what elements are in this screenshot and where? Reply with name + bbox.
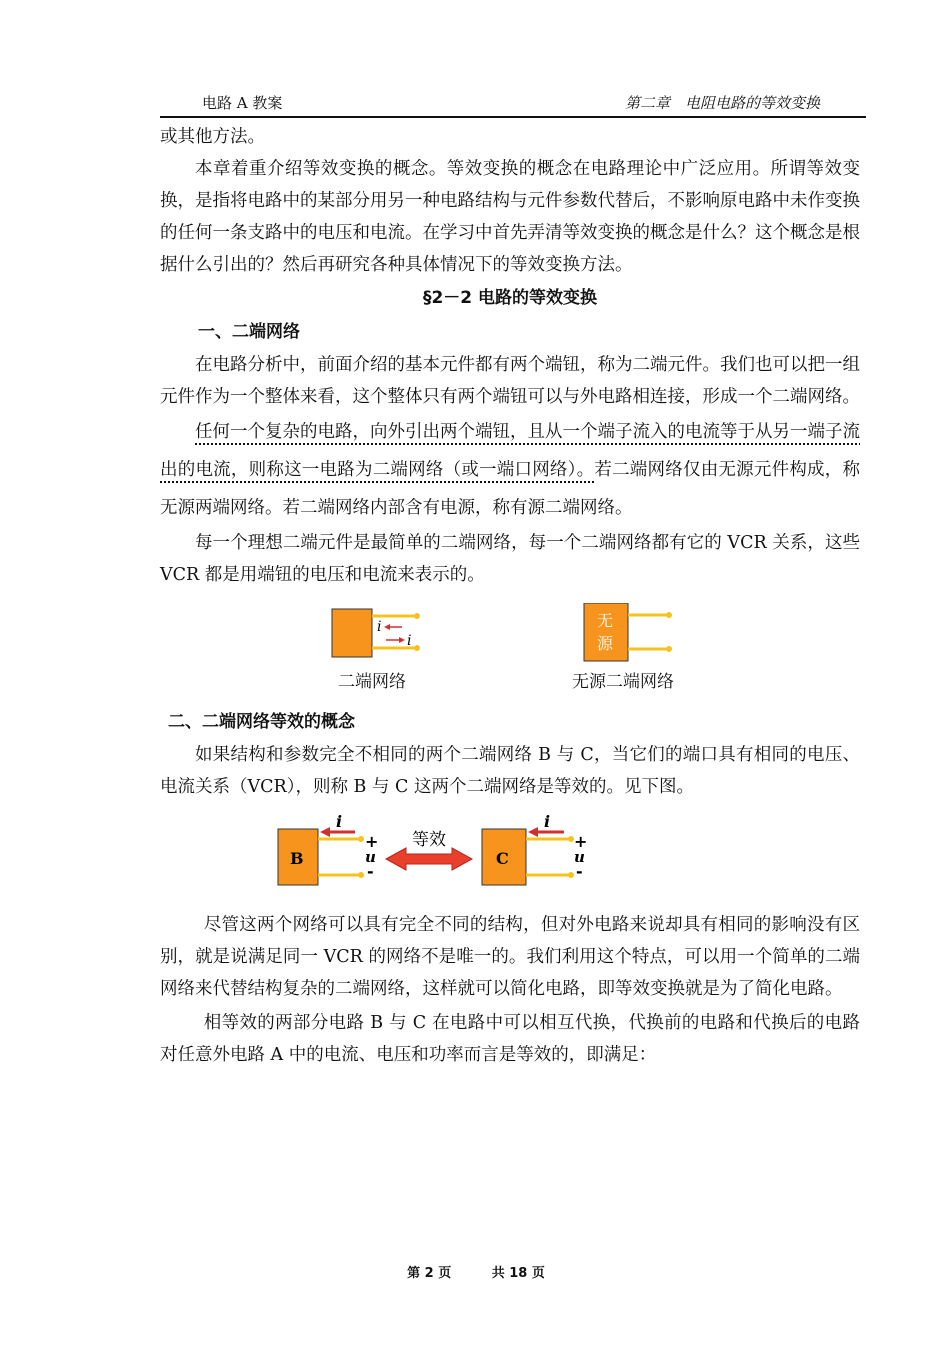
figure-2-diagram: [160, 815, 860, 905]
paragraph-4: 每一个理想二端元件是最简单的二端网络，每一个二端网络都有它的 VCR 关系，这些 VCR 都是用端钮的电压和电流来表示的。: [160, 533, 860, 585]
figure-caption-two-port: 二端网络: [338, 672, 406, 692]
paragraph-7: 相等效的两部分电路 B 与 C 在电路中可以相互代换，代换前的电路和代换后的电路对任意外电路 A 中的电流、电压和功率而言是等效的，即满足：: [160, 1013, 860, 1065]
terminal-node-bottom: [414, 645, 420, 651]
network-c-current-arrowhead: [528, 827, 538, 837]
network-box: [332, 609, 372, 657]
network-b-plus: +: [365, 832, 379, 851]
paragraph-2: 在电路分析中，前面介绍的基本元件都有两个端钮，称为二端元件。我们也可以把一组元件作为一个整体来看，这个整体只有两个端钮可以与外电路相连接，形成一个二端网络。: [160, 355, 860, 407]
network-c-node-bottom: [568, 872, 574, 878]
paragraph-1: 本章着重介绍等效变换的概念。等效变换的概念在电路理论中广泛应用。所谓等效变换，是指将电路中的某部分用另一种电路结构与元件参数代替后，不影响原电路中未作变换的任何一条支路中的电压和电流。在学习中首先弄清等效变换的概念是什么？这个概念是根据什么引出的？然后再研究各种具体情况下的等效变换方法。: [160, 159, 860, 275]
equivalence-label: 等效: [412, 830, 446, 850]
network-c-current-label: i: [544, 815, 551, 831]
figure-caption-passive: 无源二端网络: [572, 672, 674, 692]
paragraph-6: 尽管这两个网络可以具有完全不同的结构，但对外电路来说却具有相同的影响没有区别，就是说满足同一 VCR 的网络不是唯一的。我们利用这个特点，可以用一个简单的二端网络来代替结构复杂的二端网络，这样就可以简化电路，即等效变换就是为了简化电路。: [160, 915, 860, 999]
current-label-out: i: [407, 633, 412, 649]
passive-box-text-top: 无: [597, 611, 614, 630]
header-chapter-title: 第二章 电阻电路的等效变换: [624, 94, 820, 112]
figure-two-port-networks: [160, 595, 860, 705]
page-number: 第 2 页: [407, 1266, 452, 1281]
document-body: [160, 121, 860, 1071]
network-b-label: B: [290, 849, 304, 868]
passive-node-top: [666, 612, 672, 618]
network-c-voltage-label: u: [574, 848, 585, 866]
page-total: 共 18 页: [491, 1266, 545, 1281]
subsection-heading-1: 一、二端网络: [198, 322, 300, 342]
section-title: §2－2 电路的等效变换: [422, 288, 598, 308]
network-c-label: C: [496, 849, 509, 868]
network-b-current-arrowhead: [320, 827, 330, 837]
arrow-in-head: [384, 624, 390, 630]
figure-equivalence: [160, 803, 860, 909]
paragraph-5: 如果结构和参数完全不相同的两个二端网络 B 与 C，当它们的端口具有相同的电压、电流关系（VCR），则称 B 与 C 这两个二端网络是等效的。见下图。: [160, 745, 860, 797]
network-c-plus: +: [574, 832, 588, 851]
network-c-minus: -: [576, 862, 583, 881]
page-header: [160, 92, 866, 118]
network-b-node-top: [358, 836, 364, 842]
header-course-title: 电路 A 教案: [202, 94, 283, 112]
terminal-node-top: [414, 613, 420, 619]
current-label-in: i: [377, 619, 382, 635]
network-b-current-label: i: [336, 815, 343, 831]
subsection-heading-2: 二、二端网络等效的概念: [168, 712, 355, 732]
definition-emphasis: 任何一个复杂的电路，向外引出两个端钮，且从一个端子流入的电流等于从另一端子流出的电流，则称这一电路为二端网络（或一端口网络）。: [160, 422, 860, 480]
network-b-node-bottom: [358, 872, 364, 878]
passive-node-bottom: [666, 646, 672, 652]
network-b-minus: -: [367, 862, 374, 881]
paragraph-0: 或其他方法。: [160, 127, 265, 147]
page-footer: [0, 1262, 952, 1281]
passive-box-text-bottom: 源: [597, 634, 614, 653]
network-b-voltage-label: u: [365, 848, 376, 866]
paragraph-3-rest: 若二端网络仅由无源元件构成，称无源两端网络。若二端网络内部含有电源，称有源二端网络。: [160, 460, 860, 518]
equivalence-double-arrow: [386, 848, 472, 870]
figure-1-diagram: [160, 603, 860, 673]
arrow-out-head: [399, 637, 405, 643]
paragraph-3: [160, 413, 860, 527]
